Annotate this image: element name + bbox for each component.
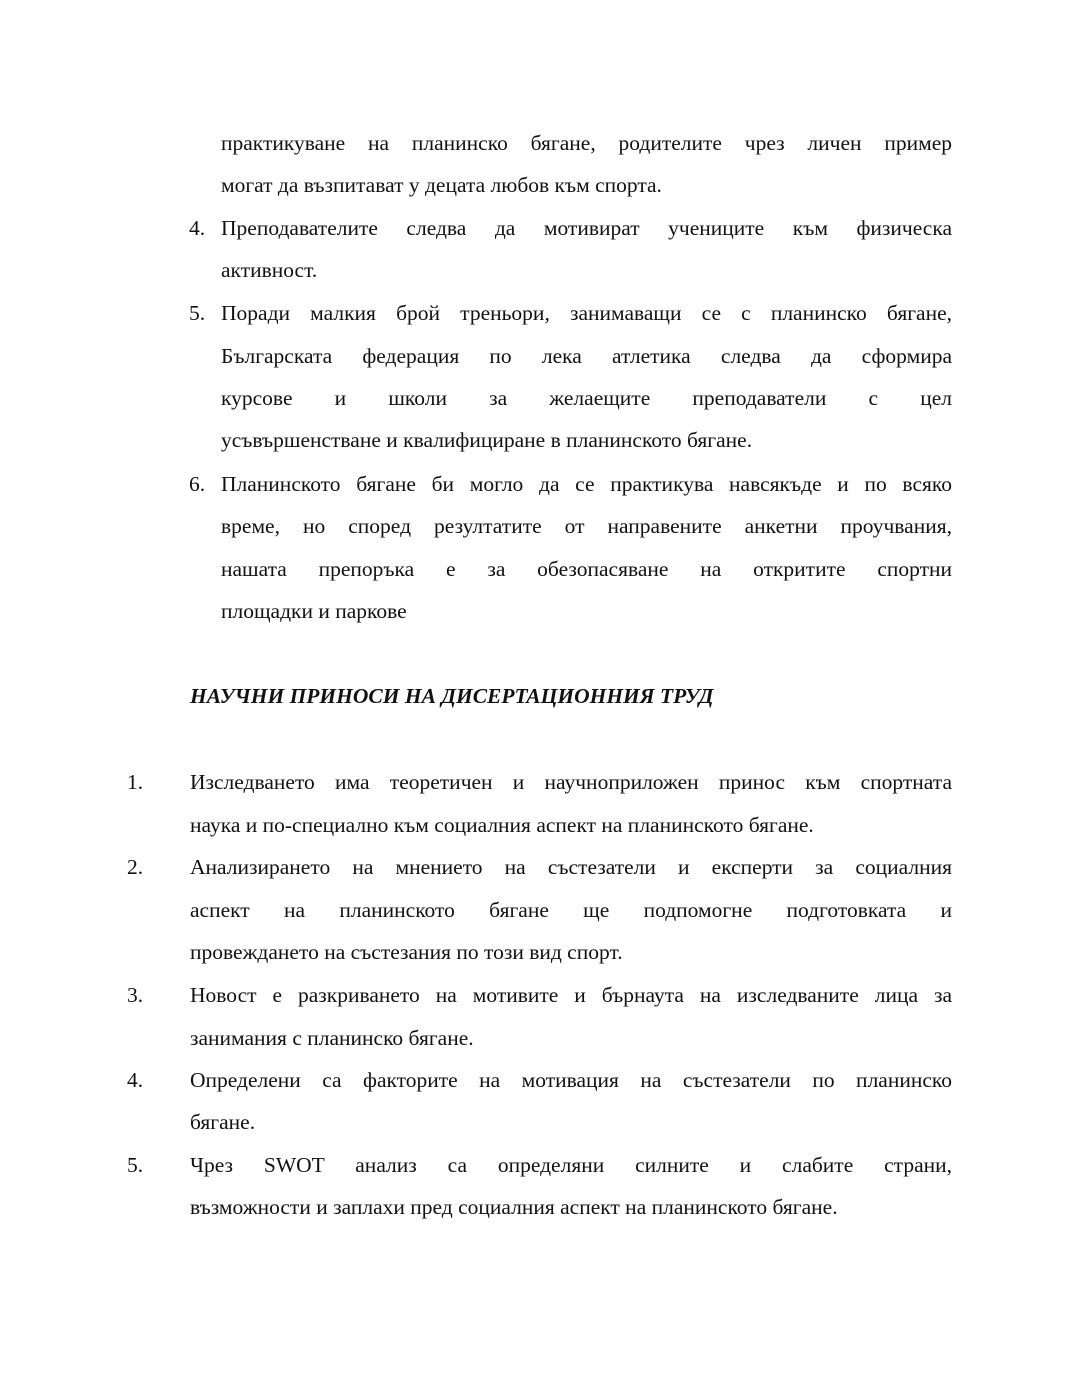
recommendation-text-line: усъвършенстване и квалифициране в планинското бягане. [221,428,753,452]
contribution-text-line: занимания с планинско бягане. [190,1026,474,1050]
recommendation-text-line: Планинското бягане би могло да се практикува навсякъде и по всяко [221,472,952,496]
contribution-number: 1. [127,770,144,794]
recommendation-text-line: площадки и паркове [221,599,407,623]
recommendation-number: 6. [189,472,206,496]
recommendation-text-line: курсове и школи за желаещите преподаватели с цел [221,386,952,410]
contribution-number: 4. [127,1068,144,1092]
recommendation-text-line: Българската федерация по лека атлетика следва да сформира [221,344,952,368]
contribution-text-line: Определени са факторите на мотивация на състезатели по планинско [190,1068,952,1092]
contribution-text-line: Изследването има теоретичен и научноприложен принос към спортната [190,770,952,794]
contribution-text-line: бягане. [190,1110,256,1134]
contribution-text-line: Новост е разкриването на мотивите и бърнаута на изследваните лица за [190,983,952,1007]
recommendation-continuation-line: могат да възпитават у децата любов към спорта. [221,173,662,197]
recommendation-number: 4. [189,216,206,240]
contribution-text-line: Чрез SWOT анализ са определяни силните и слабите страни, [190,1153,952,1177]
contribution-text-line: Анализирането на мнението на състезатели и експерти за социалния [190,855,952,879]
recommendation-text-line: нашата препоръка е за обезопасяване на откритите спортни [221,557,952,581]
recommendation-text-line: Преподавателите следва да мотивират учениците към физическа [221,216,952,240]
contribution-number: 3. [127,983,144,1007]
recommendation-text-line: Поради малкия брой треньори, занимаващи се с планинско бягане, [221,301,952,325]
recommendation-continuation-line: практикуване на планинско бягане, родителите чрез личен пример [221,131,952,155]
recommendation-number: 5. [189,301,206,325]
section-heading: НАУЧНИ ПРИНОСИ НА ДИСЕРТАЦИОННИЯ ТРУД [190,684,714,708]
contribution-text-line: наука и по-специално към социалния аспект на планинското бягане. [190,813,814,837]
contribution-number: 5. [127,1153,144,1177]
contribution-text-line: аспект на планинското бягане ще подпомогне подготовката и [190,898,952,922]
recommendation-text-line: време, но според резултатите от направените анкетни проучвания, [221,514,952,538]
contribution-text-line: възможности и заплахи пред социалния аспект на планинското бягане. [190,1195,838,1219]
contribution-number: 2. [127,855,144,879]
contribution-text-line: провеждането на състезания по този вид спорт. [190,940,623,964]
recommendation-text-line: активност. [221,258,318,282]
